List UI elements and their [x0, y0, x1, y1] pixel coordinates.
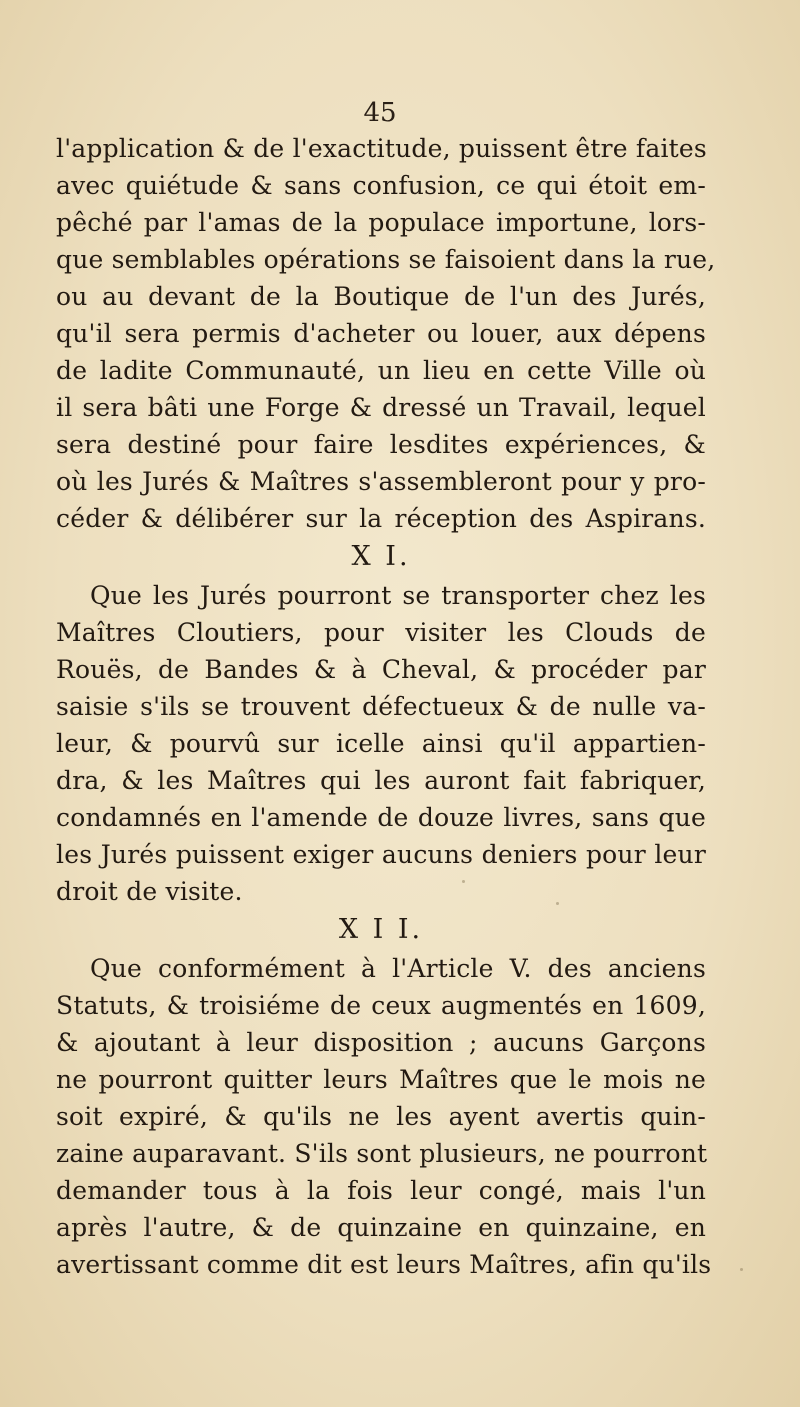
page-text — [56, 130, 716, 1283]
text-line: soit expiré, & qu'ils ne les ayent avertis quin- — [56, 1102, 706, 1131]
text-line: dra, & les Maîtres qui les auront fait fabriquer, — [56, 766, 706, 795]
text-line: de ladite Communauté, un lieu en cette Ville où — [56, 356, 706, 385]
text-line: céder & délibérer sur la réception des Aspirans. — [56, 504, 706, 533]
text-line: droit de visite. — [56, 877, 243, 906]
text-line: Que conformément à l'Article V. des anciens — [90, 954, 706, 983]
text-line: où les Jurés & Maîtres s'assembleront pour y pro- — [56, 467, 706, 496]
text-line: Statuts, & troisiéme de ceux augmentés en 1609, — [56, 991, 706, 1020]
article-12-paragraph — [56, 950, 712, 1283]
text-line: il sera bâti une Forge & dressé un Travail, lequel — [56, 393, 706, 422]
text-line: que semblables opérations se faisoient dans la rue, — [56, 245, 716, 274]
text-line: l'application & de l'exactitude, puissent être faites — [56, 134, 707, 163]
text-line: les Jurés puissent exiger aucuns deniers pour leur — [56, 840, 706, 869]
text-line: Que les Jurés pourront se transporter chez les — [90, 581, 706, 610]
text-line: zaine auparavant. S'ils sont plusieurs, ne pourront — [56, 1139, 708, 1168]
article-11-paragraph — [56, 577, 706, 910]
text-line: avertissant comme dit est leurs Maîtres, afin qu'ils — [56, 1250, 712, 1279]
text-line: avec quiétude & sans confusion, ce qui étoit em- — [56, 171, 706, 200]
paper-speck — [740, 1268, 743, 1271]
text-line: Rouës, de Bandes & à Cheval, & procéder par — [56, 655, 706, 684]
text-line: après l'autre, & de quinzaine en quinzaine, en — [56, 1213, 706, 1242]
article-heading: X I I. — [338, 914, 424, 945]
intro-paragraph — [56, 130, 716, 537]
text-line: condamnés en l'amende de douze livres, sans que — [56, 803, 706, 832]
text-line: qu'il sera permis d'acheter ou louer, aux dépens — [56, 319, 706, 348]
article-heading: X I. — [351, 541, 411, 572]
text-line: Maîtres Cloutiers, pour visiter les Clouds de — [56, 618, 706, 647]
text-line: saisie s'ils se trouvent défectueux & de nulle va- — [56, 692, 706, 721]
text-line: leur, & pourvû sur icelle ainsi qu'il appartien- — [56, 729, 706, 758]
text-line: ne pourront quitter leurs Maîtres que le mois ne — [56, 1065, 706, 1094]
text-line: sera destiné pour faire lesdites expériences, & — [56, 430, 706, 459]
text-line: pêché par l'amas de la populace importune, lors- — [56, 208, 706, 237]
text-line: & ajoutant à leur disposition ; aucuns Garçons — [56, 1028, 706, 1057]
text-line: ou au devant de la Boutique de l'un des Jurés, — [56, 282, 706, 311]
text-line: demander tous à la fois leur congé, mais l'un — [56, 1176, 706, 1205]
page-number: 45 — [363, 98, 397, 128]
